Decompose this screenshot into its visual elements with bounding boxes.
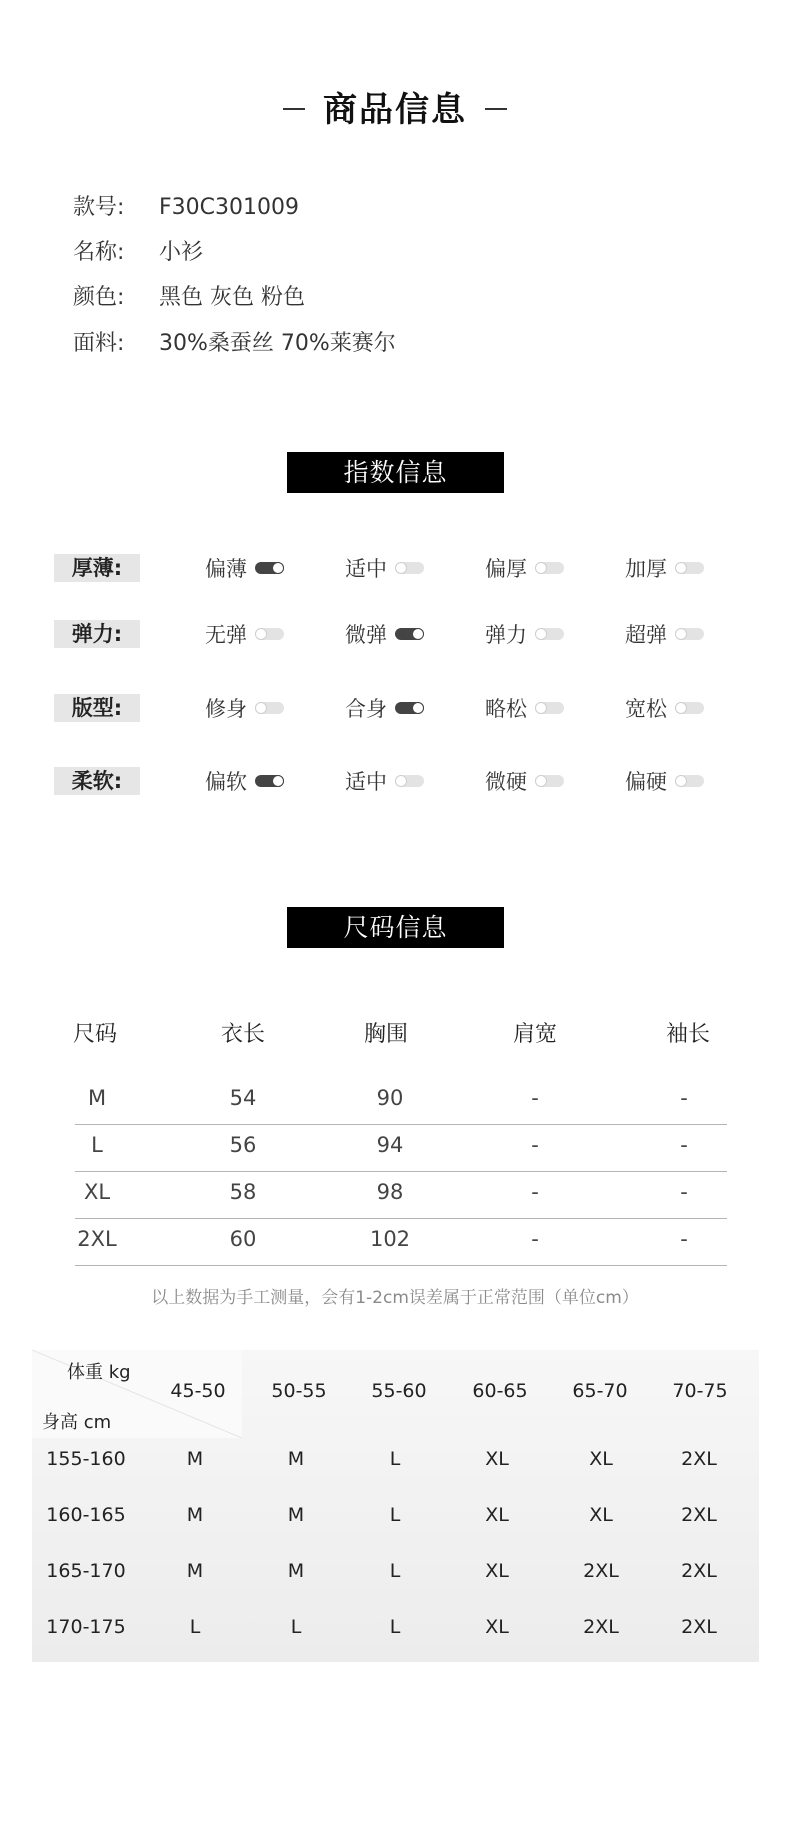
index-option [205, 693, 284, 725]
index-option-text: 合身 [345, 697, 387, 721]
table-cell: 98 [376, 1180, 404, 1204]
toggle-off-icon [535, 562, 564, 574]
weight-header-cell: 70-75 [672, 1380, 728, 1402]
index-option [345, 766, 424, 798]
index-row-fit [54, 693, 734, 725]
height-row-label: 160-165 [46, 1504, 126, 1526]
recommend-cell: 2XL [681, 1560, 717, 1582]
size-section-title: 尺码信息 [287, 907, 504, 948]
index-row-label: 弹力: [54, 620, 140, 648]
recommend-cell: M [186, 1448, 204, 1470]
index-option [485, 619, 564, 651]
index-option-text: 适中 [345, 770, 387, 794]
size-header-cell: 肩宽 [512, 1022, 558, 1047]
index-option-text: 微弹 [345, 623, 387, 647]
recommend-cell: XL [589, 1448, 613, 1470]
product-label: 面料: [73, 331, 125, 356]
recommend-cell: 2XL [681, 1504, 717, 1526]
product-value: 30%桑蚕丝 70%莱赛尔 [159, 331, 396, 356]
toggle-on-icon [255, 562, 284, 574]
index-option-text: 弹力 [485, 623, 527, 647]
table-cell: 58 [229, 1180, 257, 1204]
index-row-thickness [54, 553, 734, 585]
weight-header-cell: 65-70 [572, 1380, 628, 1402]
recommend-cell: 2XL [681, 1448, 717, 1470]
size-header-cell: 衣长 [220, 1022, 266, 1047]
index-option-text: 偏厚 [485, 557, 527, 581]
table-cell: - [680, 1133, 688, 1157]
height-axis-label: 身高 cm [42, 1412, 112, 1433]
table-cell: 56 [229, 1133, 257, 1157]
index-row-label: 柔软: [54, 767, 140, 795]
height-row-label: 155-160 [46, 1448, 126, 1470]
index-option [625, 553, 704, 585]
toggle-off-icon [395, 562, 424, 574]
size-recommend-table [32, 1350, 759, 1662]
recommend-cell: XL [589, 1504, 613, 1526]
recommend-cell: M [287, 1448, 305, 1470]
recommend-cell: L [290, 1616, 302, 1638]
table-cell: 94 [376, 1133, 404, 1157]
toggle-off-icon [535, 775, 564, 787]
product-label: 款号: [73, 195, 125, 220]
product-value: 小衫 [159, 240, 204, 265]
table-cell: 2XL [77, 1227, 117, 1251]
recommend-cell: L [189, 1616, 201, 1638]
table-cell: XL [83, 1180, 111, 1204]
index-row-elasticity [54, 619, 734, 651]
table-cell: 54 [229, 1086, 257, 1110]
height-row-label: 165-170 [46, 1560, 126, 1582]
recommend-cell: L [389, 1616, 401, 1638]
index-option [485, 693, 564, 725]
index-option [485, 766, 564, 798]
index-option-text: 略松 [485, 697, 527, 721]
page-title-text: 商品信息 [323, 90, 467, 130]
recommend-cell: M [287, 1504, 305, 1526]
index-option [625, 693, 704, 725]
index-option [625, 619, 704, 651]
recommend-cell: L [389, 1504, 401, 1526]
toggle-off-icon [255, 702, 284, 714]
table-row [75, 1125, 727, 1172]
table-cell: 90 [376, 1086, 404, 1110]
table-cell: - [531, 1227, 539, 1251]
index-option-text: 微硬 [485, 770, 527, 794]
index-option-text: 适中 [345, 557, 387, 581]
product-row-style-no [73, 193, 299, 223]
index-option [345, 619, 424, 651]
toggle-off-icon [535, 702, 564, 714]
index-row-label: 厚薄: [54, 554, 140, 582]
product-label: 名称: [73, 240, 125, 265]
table-cell: - [531, 1133, 539, 1157]
size-header-cell: 胸围 [363, 1022, 409, 1047]
recommend-cell: XL [485, 1616, 509, 1638]
recommend-cell: M [186, 1504, 204, 1526]
table-cell: L [91, 1133, 103, 1157]
table-cell: - [531, 1086, 539, 1110]
table-row [75, 1078, 727, 1125]
toggle-off-icon [675, 562, 704, 574]
size-header-cell: 袖长 [665, 1022, 711, 1047]
index-option-text: 偏硬 [625, 770, 667, 794]
weight-header-cell: 55-60 [371, 1380, 427, 1402]
toggle-on-icon [255, 775, 284, 787]
size-note: 以上数据为手工测量，会有1-2cm误差属于正常范围（单位cm） [151, 1288, 639, 1308]
recommend-cell: M [287, 1560, 305, 1582]
index-option-text: 修身 [205, 697, 247, 721]
index-option [345, 553, 424, 585]
table-cell: - [680, 1227, 688, 1251]
toggle-off-icon [395, 775, 424, 787]
index-option-text: 偏薄 [205, 557, 247, 581]
toggle-on-icon [395, 628, 424, 640]
table-row [75, 1172, 727, 1219]
recommend-cell: M [186, 1560, 204, 1582]
table-cell: M [87, 1086, 107, 1110]
index-option [205, 766, 284, 798]
weight-header-cell: 50-55 [271, 1380, 327, 1402]
recommend-cell: XL [485, 1504, 509, 1526]
weight-axis-label: 体重 kg [67, 1362, 131, 1383]
table-row [75, 1219, 727, 1266]
table-cell: 102 [369, 1227, 411, 1251]
product-value: 黑色 灰色 粉色 [159, 285, 305, 310]
weight-header-cell: 60-65 [472, 1380, 528, 1402]
index-option-text: 宽松 [625, 697, 667, 721]
index-option-text: 无弹 [205, 623, 247, 647]
title-dash-right [485, 108, 507, 110]
product-row-color [73, 283, 305, 313]
recommend-cell: XL [485, 1448, 509, 1470]
toggle-off-icon [255, 628, 284, 640]
toggle-off-icon [535, 628, 564, 640]
index-option-text: 加厚 [625, 557, 667, 581]
weight-header-cell: 45-50 [170, 1380, 226, 1402]
index-option-text: 超弹 [625, 623, 667, 647]
index-option [205, 553, 284, 585]
size-table-header [50, 1017, 740, 1053]
product-label: 颜色: [73, 285, 125, 310]
toggle-on-icon [395, 702, 424, 714]
height-row-label: 170-175 [46, 1616, 126, 1638]
product-row-fabric [73, 329, 396, 359]
recommend-cell: 2XL [583, 1616, 619, 1638]
size-header-cell: 尺码 [72, 1022, 118, 1047]
product-value: F30C301009 [159, 195, 299, 220]
page-title [0, 82, 790, 131]
recommend-cell: XL [485, 1560, 509, 1582]
toggle-off-icon [675, 775, 704, 787]
toggle-off-icon [675, 628, 704, 640]
title-dash-left [283, 108, 305, 110]
table-cell: 60 [229, 1227, 257, 1251]
recommend-cell: 2XL [681, 1616, 717, 1638]
index-option [205, 619, 284, 651]
recommend-cell: L [389, 1560, 401, 1582]
product-row-name [73, 238, 203, 268]
index-option-text: 偏软 [205, 770, 247, 794]
recommend-cell: 2XL [583, 1560, 619, 1582]
recommend-cell: L [389, 1448, 401, 1470]
table-cell: - [680, 1180, 688, 1204]
table-cell: - [680, 1086, 688, 1110]
index-option [345, 693, 424, 725]
index-section-title: 指数信息 [287, 452, 504, 493]
index-option [485, 553, 564, 585]
index-row-softness [54, 766, 734, 798]
index-option [625, 766, 704, 798]
toggle-off-icon [675, 702, 704, 714]
index-row-label: 版型: [54, 694, 140, 722]
table-cell: - [531, 1180, 539, 1204]
